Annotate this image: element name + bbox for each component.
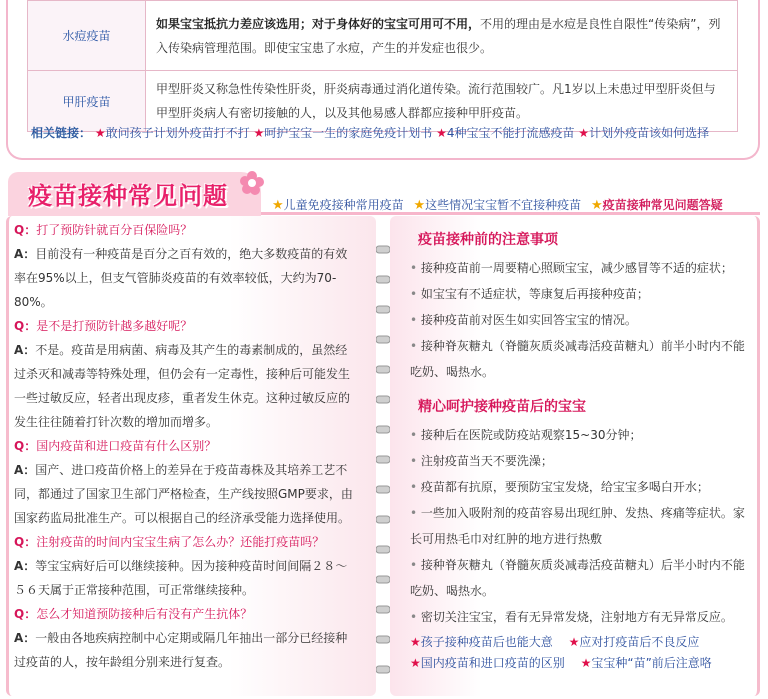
answer-text: 目前没有一种疫苗是百分之百有效的，绝大多数疫苗的有效率在95%以上，但支气管肺炎疫苗的有效率较低，大约为70-80%。 — [14, 247, 348, 309]
section-header — [8, 172, 760, 216]
faq-question — [14, 434, 359, 458]
faq-question — [14, 530, 359, 554]
faq-question — [14, 602, 359, 626]
table-row — [28, 1, 738, 71]
faq-question — [14, 218, 359, 242]
list-item-text: 接种脊灰糖丸（脊髓灰质炎减毒活疫苗糖丸）前半小时内不能吃奶、喝热水。 — [410, 339, 745, 379]
question-text: 打了预防针就百分百保险吗？ — [36, 223, 193, 237]
notebook-rings — [376, 216, 390, 696]
faq-answer — [14, 554, 359, 602]
vaccine-description-rest: 不用的理由是水痘是良性自限性“传染病”，列入传染病管理范围。即使宝宝患了水痘，产生的并发症也很少。 — [156, 16, 721, 55]
vaccine-name: 水痘疫苗 — [28, 1, 146, 71]
star-icon: ★ — [568, 635, 580, 649]
flower-icon — [238, 169, 266, 197]
section-title: 疫苗接种常见问题 — [28, 182, 228, 210]
faq-list — [14, 218, 359, 674]
list-item-text: 接种疫苗前对医生如实回答宝宝的情况。 — [420, 313, 637, 327]
list-item: • 疫苗都有抗原，要预防宝宝发烧，给宝宝多喝白开水； — [410, 480, 709, 494]
list-item-text: 接种脊灰糖丸（脊髓灰质炎减毒活疫苗糖丸）后半小时内不能吃奶、喝热水。 — [410, 558, 745, 598]
star-icon: ★ — [413, 198, 426, 213]
star-icon: ★ — [580, 656, 592, 670]
list-item: • 接种疫苗前一周要精心照顾宝宝，减少感冒等不适的症状； — [410, 261, 733, 275]
list-item: • 接种后在医院或防疫站观察15~30分钟； — [410, 428, 642, 442]
list-item: • 密切关注宝宝，看有无异常发烧，注射地方有无异常反应。 — [410, 610, 733, 624]
list-item: • 如宝宝有不适症状，等康复后再接种疫苗； — [410, 287, 649, 301]
list-item-text: 接种后在医院或防疫站观察15~30分钟； — [420, 428, 642, 442]
related-label: 相关链接： — [31, 126, 92, 140]
question-text: 是不是打预防针越多越好呢？ — [36, 319, 193, 333]
list-item-text: 疫苗都有抗原，要预防宝宝发烧，给宝宝多喝白开水； — [420, 480, 709, 494]
list-item: • 接种脊灰糖丸（脊髓灰质炎减毒活疫苗糖丸）前半小时内不能吃奶、喝热水。 — [410, 339, 745, 379]
faq-answer — [14, 242, 359, 314]
list-item-text: 接种疫苗前一周要精心照顾宝宝，减少感冒等不适的症状； — [420, 261, 733, 275]
before-list — [410, 255, 750, 385]
care-link[interactable]: 宝宝种“苗”前后注意咯 — [591, 656, 712, 670]
list-item-text: 密切关注宝宝，看有无异常发烧，注射地方有无异常反应。 — [420, 610, 733, 624]
question-text: 怎么才知道预防接种后有没有产生抗体？ — [36, 607, 253, 621]
star-icon: ★ — [591, 198, 603, 213]
star-icon: ★ — [410, 656, 421, 670]
a-prefix: A： — [14, 559, 36, 573]
a-prefix: A： — [14, 343, 36, 357]
vaccine-description-bold: 如果宝宝抵抗力差应该选用；对于身体好的宝宝可用可不用， — [156, 16, 481, 31]
q-prefix: Q： — [14, 319, 37, 333]
section-tabs — [272, 196, 729, 213]
list-item-text: 如宝宝有不适症状，等康复后再接种疫苗； — [420, 287, 649, 301]
after-list — [410, 422, 750, 630]
care-link[interactable]: 国内疫苗和进口疫苗的区别 — [420, 656, 565, 670]
star-icon: ★ — [410, 635, 421, 649]
list-item: • 接种脊灰糖丸（脊髓灰质炎减毒活疫苗糖丸）后半小时内不能吃奶、喝热水。 — [410, 558, 745, 598]
faq-question — [14, 314, 359, 338]
list-item: • 接种疫苗前对医生如实回答宝宝的情况。 — [410, 313, 637, 327]
answer-text: 不是。疫苗是用病菌、病毒及其产生的毒素制成的，虽然经过杀灭和减毒等特殊处理，但仍会有一定毒性，接种后可能发生一些过敏反应，轻者出现皮疹，重者发生休克。这种过敏反应的发生往往随着打针次数的增加而增多。 — [14, 343, 351, 429]
table-row — [28, 71, 738, 132]
list-item-text: 一些加入吸附剂的疫苗容易出现红肿、发热、疼痛等症状。家长可用热毛巾对红肿的地方进行热敷 — [410, 506, 745, 546]
question-text: 国内疫苗和进口疫苗有什么区别？ — [36, 439, 217, 453]
related-link[interactable]: 呵护宝宝一生的家庭免疫计划书 — [264, 126, 433, 140]
related-link[interactable]: 4种宝宝不能打流感疫苗 — [446, 126, 575, 140]
vaccine-table — [27, 0, 738, 132]
answer-text: 等宝宝病好后可以继续接种。因为接种疫苗时间间隔２８～５６天属于正常接种范围，可正常继续接种。 — [14, 559, 348, 597]
faq-answer — [14, 338, 359, 434]
care-links — [410, 633, 711, 650]
after-title: 精心呵护接种疫苗后的宝宝 — [418, 399, 586, 415]
care-link[interactable]: 孩子接种疫苗后也能大意 — [420, 635, 553, 649]
star-icon: ★ — [94, 126, 106, 140]
before-title: 疫苗接种前的注意事项 — [418, 232, 558, 248]
care-link[interactable]: 应对打疫苗后不良反应 — [579, 635, 700, 649]
list-item: • 一些加入吸附剂的疫苗容易出现红肿、发热、疼痛等症状。家长可用热毛巾对红肿的地方进行热敷 — [410, 506, 745, 546]
tab-common-vaccines[interactable]: 儿童免疫接种常用疫苗 — [283, 198, 404, 212]
star-icon: ★ — [253, 126, 265, 140]
related-link[interactable]: 计划外疫苗该如何选择 — [589, 126, 710, 140]
a-prefix: A： — [14, 631, 36, 645]
vaccine-description — [146, 1, 738, 71]
faq-answer — [14, 458, 359, 530]
faq-answer — [14, 626, 359, 674]
star-icon: ★ — [578, 126, 590, 140]
related-link[interactable]: 敢问孩子计划外疫苗打不打 — [105, 126, 250, 140]
tab-faq[interactable]: 疫苗接种常见问题答疑 — [602, 198, 723, 212]
answer-text: 一般由各地疾病控制中心定期或隔几年抽出一部分已经接种过疫苗的人，按年龄组分别来进行复查。 — [14, 631, 348, 669]
q-prefix: Q： — [14, 439, 37, 453]
care-links — [410, 654, 724, 671]
vaccine-description: 甲型肝炎又称急性传染性肝炎，肝炎病毒通过消化道传染。流行范围较广。凡1岁以上未患过甲型肝炎但与甲型肝炎病人有密切接触的人，以及其他易感人群都应接种甲肝疫苗。 — [146, 71, 738, 132]
q-prefix: Q： — [14, 223, 37, 237]
vaccine-name: 甲肝疫苗 — [28, 71, 146, 132]
tab-not-suitable[interactable]: 这些情况宝宝暂不宜接种疫苗 — [425, 198, 582, 212]
answer-text: 国产、进口疫苗价格上的差异在于疫苗毒株及其培养工艺不同，都通过了国家卫生部门严格检查，生产线按照GMP要求，由国家药监局批准生产。可以根据自己的经济承受能力选择使用。 — [14, 463, 353, 525]
q-prefix: Q： — [14, 535, 37, 549]
question-text: 注射疫苗的时间内宝宝生病了怎么办？还能打疫苗吗？ — [36, 535, 325, 549]
q-prefix: Q： — [14, 607, 37, 621]
related-links — [31, 124, 709, 141]
star-icon: ★ — [272, 198, 284, 213]
list-item-text: 注射疫苗当天不要洗澡； — [420, 454, 553, 468]
list-item: • 注射疫苗当天不要洗澡； — [410, 454, 553, 468]
star-icon: ★ — [436, 126, 447, 140]
notebook-spine — [376, 216, 390, 696]
a-prefix: A： — [14, 463, 36, 477]
a-prefix: A： — [14, 247, 36, 261]
